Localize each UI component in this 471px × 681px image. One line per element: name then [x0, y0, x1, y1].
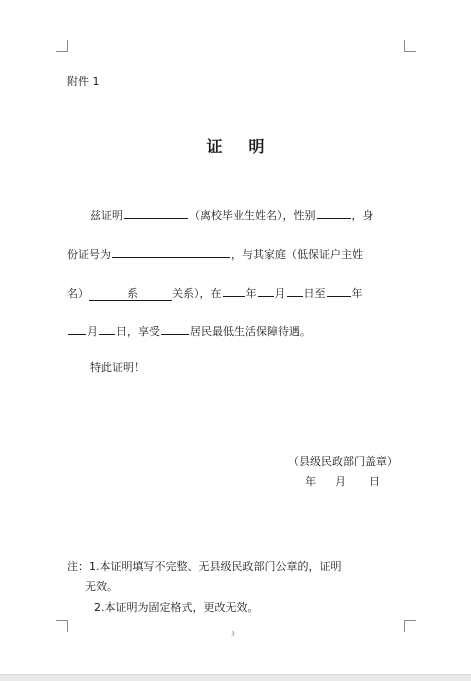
relationship-label-1: 系 [127, 287, 138, 300]
blank-start-day[interactable] [287, 285, 303, 297]
blank-start-year[interactable] [223, 285, 245, 297]
year-label: 年 [351, 287, 363, 300]
body-line-3 [67, 285, 363, 301]
blank-id-number[interactable] [112, 246, 230, 258]
month-label: 月 [87, 325, 98, 338]
body-text: 名） [67, 287, 89, 300]
blank-end-day[interactable] [99, 323, 115, 335]
blank-urban-rural[interactable] [161, 323, 189, 335]
day-to-label: 日至 [303, 287, 326, 300]
note-1: 注：1.本证明填写不完整、无县级民政部门公章的，证明 [67, 560, 342, 573]
body-text: （离校毕业生姓名），性别 [189, 209, 316, 222]
body-line-1 [90, 207, 374, 223]
body-line-4 [67, 323, 311, 339]
date-day-label: 日 [369, 475, 380, 488]
body-text: ，身 [351, 209, 374, 222]
note-1-continued: 无效。 [85, 580, 118, 593]
month-label: 月 [274, 287, 286, 300]
crop-mark-bottom-right [404, 620, 416, 632]
note-2: 2.本证明为固定格式，更改无效。 [94, 601, 259, 614]
crop-mark-bottom-left [56, 620, 68, 632]
page-number: 3 [231, 631, 235, 638]
year-label: 年 [245, 287, 257, 300]
body-text: 份证号为 [67, 248, 111, 261]
body-text: ，与其家庭（低保证户主姓 [231, 248, 363, 261]
blank-graduate-name[interactable] [124, 207, 188, 219]
stamp-caption: （县级民政部门盖章） [288, 455, 398, 468]
date-year-label: 年 [305, 475, 316, 488]
blank-end-month[interactable] [68, 323, 86, 335]
blank-gender[interactable] [317, 207, 351, 219]
body-text: 兹证明 [90, 209, 123, 222]
title-char-2: 明 [248, 137, 265, 156]
body-text: 居民最低生活保障待遇。 [190, 325, 311, 338]
blank-relationship[interactable] [89, 288, 172, 301]
document-title [0, 134, 471, 157]
crop-mark-top-left [56, 40, 68, 52]
title-char-1: 证 [206, 137, 223, 156]
date-month-label: 月 [335, 475, 346, 488]
body-text: 日，享受 [116, 325, 160, 338]
body-line-2 [67, 246, 363, 262]
body-line-5: 特此证明！ [90, 361, 145, 374]
body-text: 关系），在 [172, 287, 222, 300]
crop-mark-top-right [404, 40, 416, 52]
blank-start-month[interactable] [258, 285, 274, 297]
attachment-label: 附件 1 [67, 75, 100, 88]
blank-end-year[interactable] [327, 285, 351, 297]
